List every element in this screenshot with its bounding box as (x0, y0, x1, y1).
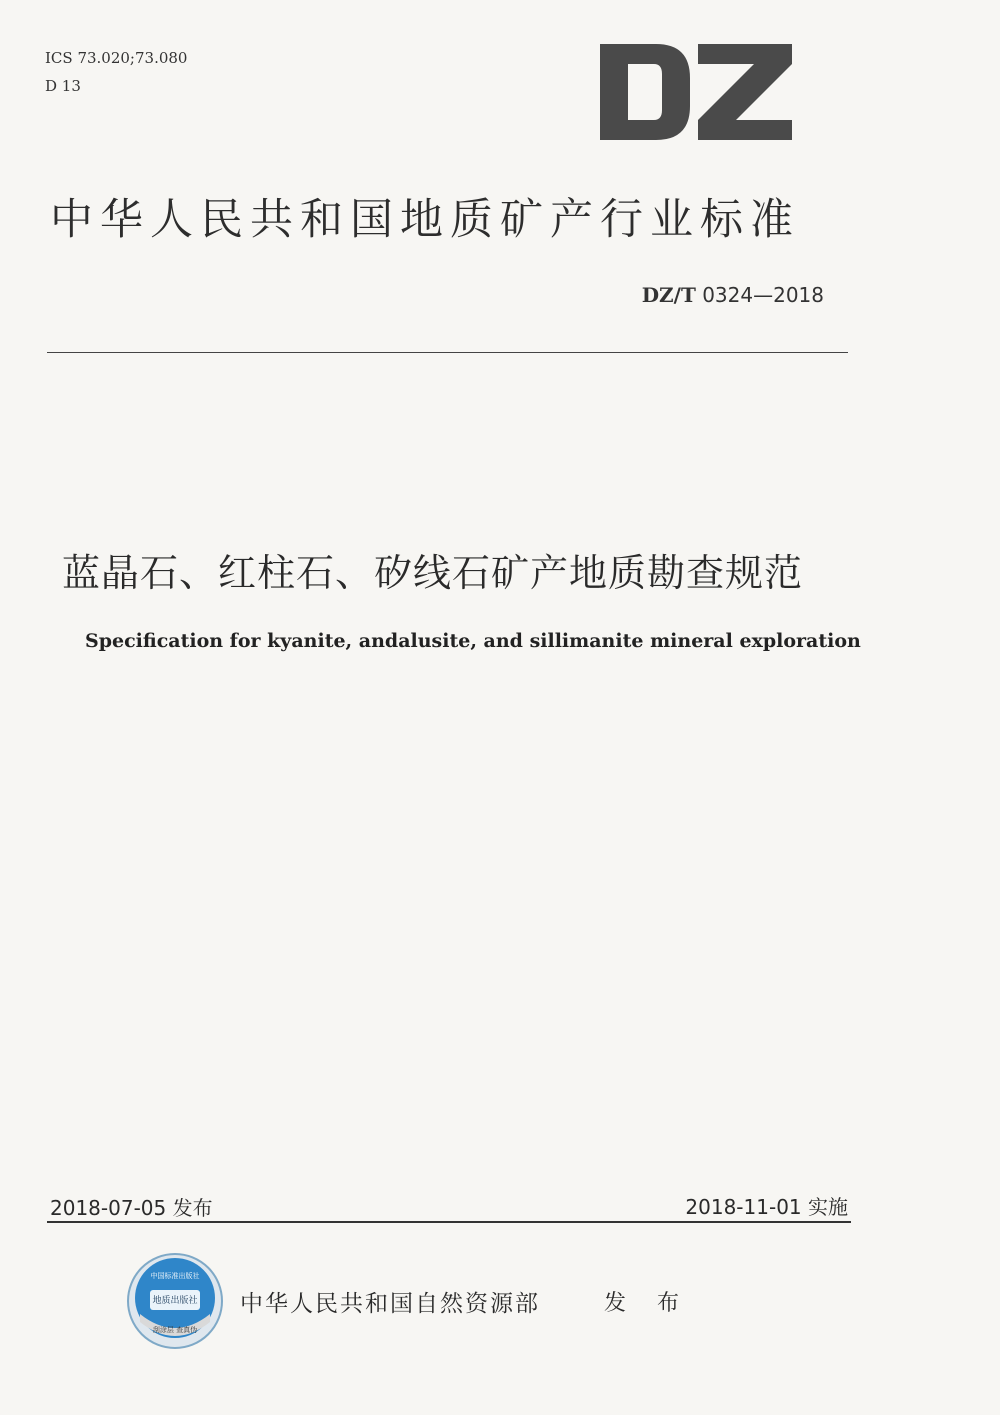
ccs-code: D 13 (45, 77, 81, 95)
issuing-authority: 中华人民共和国自然资源部 (240, 1291, 540, 1317)
standard-number-prefix: DZ/T (641, 283, 696, 307)
footer-divider (47, 1221, 851, 1223)
standard-number-value: 0324—2018 (702, 283, 824, 307)
anti-counterfeit-seal-icon (126, 1252, 224, 1350)
standard-category-title: 中华人民共和国地质矿产行业标准 (50, 195, 800, 245)
document-title-en: Specification for kyanite, andalusite, and sillimanite mineral exploration (85, 630, 861, 652)
seal-center-text: 地质出版社 (152, 1296, 198, 1306)
publish-date: 2018-07-05 发布 (50, 1196, 213, 1220)
seal-top-text: 中国标准出版社 (150, 1272, 200, 1280)
document-title-zh: 蓝晶石、红柱石、矽线石矿产地质勘查规范 (62, 551, 804, 595)
logo-letter-d (600, 44, 690, 140)
effective-date: 2018-11-01 实施 (685, 1195, 848, 1219)
classification-codes (45, 44, 187, 100)
logo-letter-z (698, 44, 792, 140)
header-divider (47, 352, 848, 353)
ics-code: ICS 73.020;73.080 (45, 49, 188, 67)
seal-bottom-text: 刮涂层 查真伪 (152, 1326, 198, 1334)
standard-number (642, 283, 824, 307)
issue-label: 发 布 (604, 1291, 691, 1316)
dz-logo (598, 42, 794, 142)
